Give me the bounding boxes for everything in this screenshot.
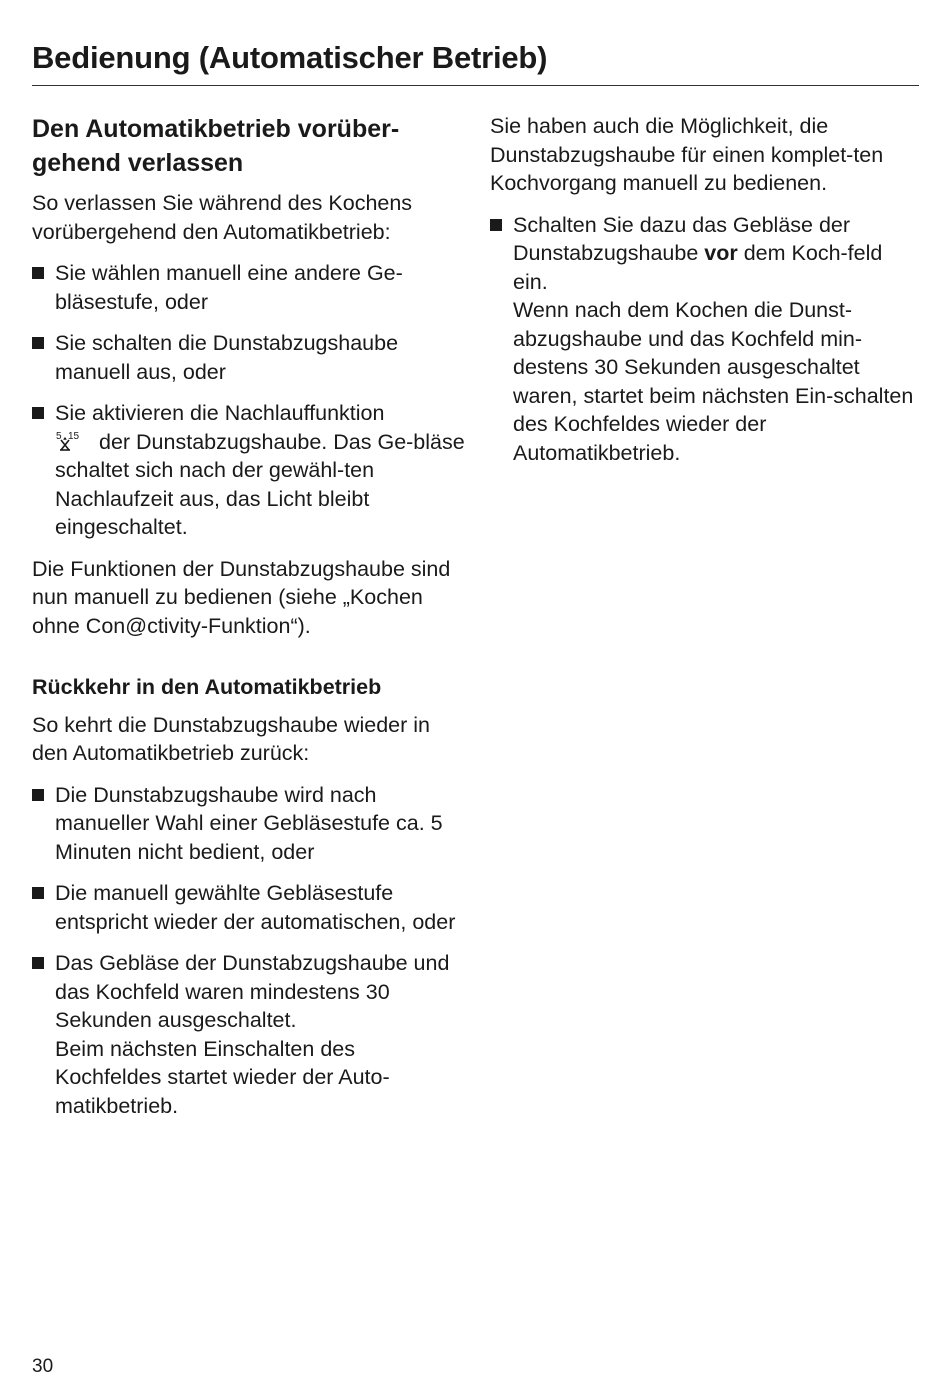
list-item bbox=[32, 329, 467, 386]
list-item-text: Das Gebläse der Dunstabzugshaube und das Kochfeld waren mindestens 30 Sekunden ausgeschaltet. bbox=[55, 951, 450, 1032]
list-item bbox=[32, 781, 467, 867]
svg-text:15: 15 bbox=[68, 430, 80, 442]
list-item-text-continued: Beim nächsten Einschalten des Kochfeldes startet wieder der Auto-matikbetrieb. bbox=[55, 1036, 390, 1118]
outro-paragraph: Die Funktionen der Dunstabzugshaube sind nun manuell zu bedienen (siehe „Kochen ohne Con@ctivity-Funktion“). bbox=[32, 556, 451, 638]
list-item-text-continued: der Dunstabzugshaube. Das Ge-bläse schaltet sich nach der gewähl-ten Nachlaufzeit aus, das Licht bleibt eingeschaltet. bbox=[55, 429, 465, 539]
manual-mode-list bbox=[490, 211, 920, 468]
list-item-text-continued: Wenn nach dem Kochen die Dunst-abzugshaube und das Kochfeld min-destens 30 Sekunden ausgeschaltet waren, startet beim nächsten Ein-schalten des Kochfeldes wieder der Automatikbetrieb. bbox=[513, 298, 914, 465]
return-intro-paragraph: So kehrt die Dunstabzugshaube wieder in den Automatikbetrieb zurück: bbox=[32, 712, 431, 765]
section-heading-line-1: Den Automatikbetrieb vorüber- bbox=[32, 115, 400, 143]
list-item-text-post: dem Koch-feld ein. bbox=[513, 241, 883, 294]
page-number: 30 bbox=[32, 1356, 54, 1377]
list-item bbox=[32, 259, 467, 316]
list-item-text: Schalten Sie dazu das Gebläse der Dunstabzugshaube bbox=[513, 212, 851, 265]
bullet-square-icon bbox=[490, 219, 502, 231]
nachlauf-timer-icon bbox=[55, 429, 91, 453]
list-item bbox=[32, 949, 467, 1120]
section-heading bbox=[32, 112, 467, 180]
list-item-text: Die manuell gewählte Gebläsestufe entspricht wieder der automatischen, oder bbox=[55, 881, 456, 934]
list-item-text: Sie wählen manuell eine andere Ge-bläsestufe, oder bbox=[55, 261, 403, 314]
title-divider bbox=[32, 85, 919, 86]
bullet-square-icon bbox=[32, 267, 44, 279]
bullet-square-icon bbox=[32, 957, 44, 969]
intro-paragraph: So verlassen Sie während des Kochens vorübergehend den Automatikbetrieb: bbox=[32, 191, 413, 244]
list-item-text: Sie schalten die Dunstabzugshaube manuell aus, oder bbox=[55, 331, 399, 384]
section-heading-line-2: gehend verlassen bbox=[32, 149, 244, 177]
right-column bbox=[490, 112, 920, 480]
list-item bbox=[32, 399, 467, 542]
bullet-square-icon bbox=[32, 789, 44, 801]
sub-heading: Rückkehr in den Automatikbetrieb bbox=[32, 675, 382, 699]
left-column bbox=[32, 112, 467, 1133]
page-title: Bedienung (Automatischer Betrieb) bbox=[32, 40, 548, 75]
return-auto-list bbox=[32, 781, 467, 1121]
leave-auto-list bbox=[32, 259, 467, 542]
bullet-square-icon bbox=[32, 407, 44, 419]
right-intro-paragraph: Sie haben auch die Möglichkeit, die Dunstabzugshaube für einen komplet-ten Kochvorgang manuell zu bedienen. bbox=[490, 114, 884, 195]
list-item-text: Sie aktivieren die Nachlauffunktion bbox=[55, 401, 385, 425]
list-item bbox=[32, 879, 467, 936]
list-item-text: Die Dunstabzugshaube wird nach manueller Wahl einer Gebläsestufe ca. 5 Minuten nicht bedient, oder bbox=[55, 782, 443, 864]
bullet-square-icon bbox=[32, 337, 44, 349]
list-item bbox=[490, 211, 920, 468]
bullet-square-icon bbox=[32, 887, 44, 899]
svg-text:5: 5 bbox=[56, 430, 62, 442]
emphasis-text: vor bbox=[704, 241, 738, 265]
